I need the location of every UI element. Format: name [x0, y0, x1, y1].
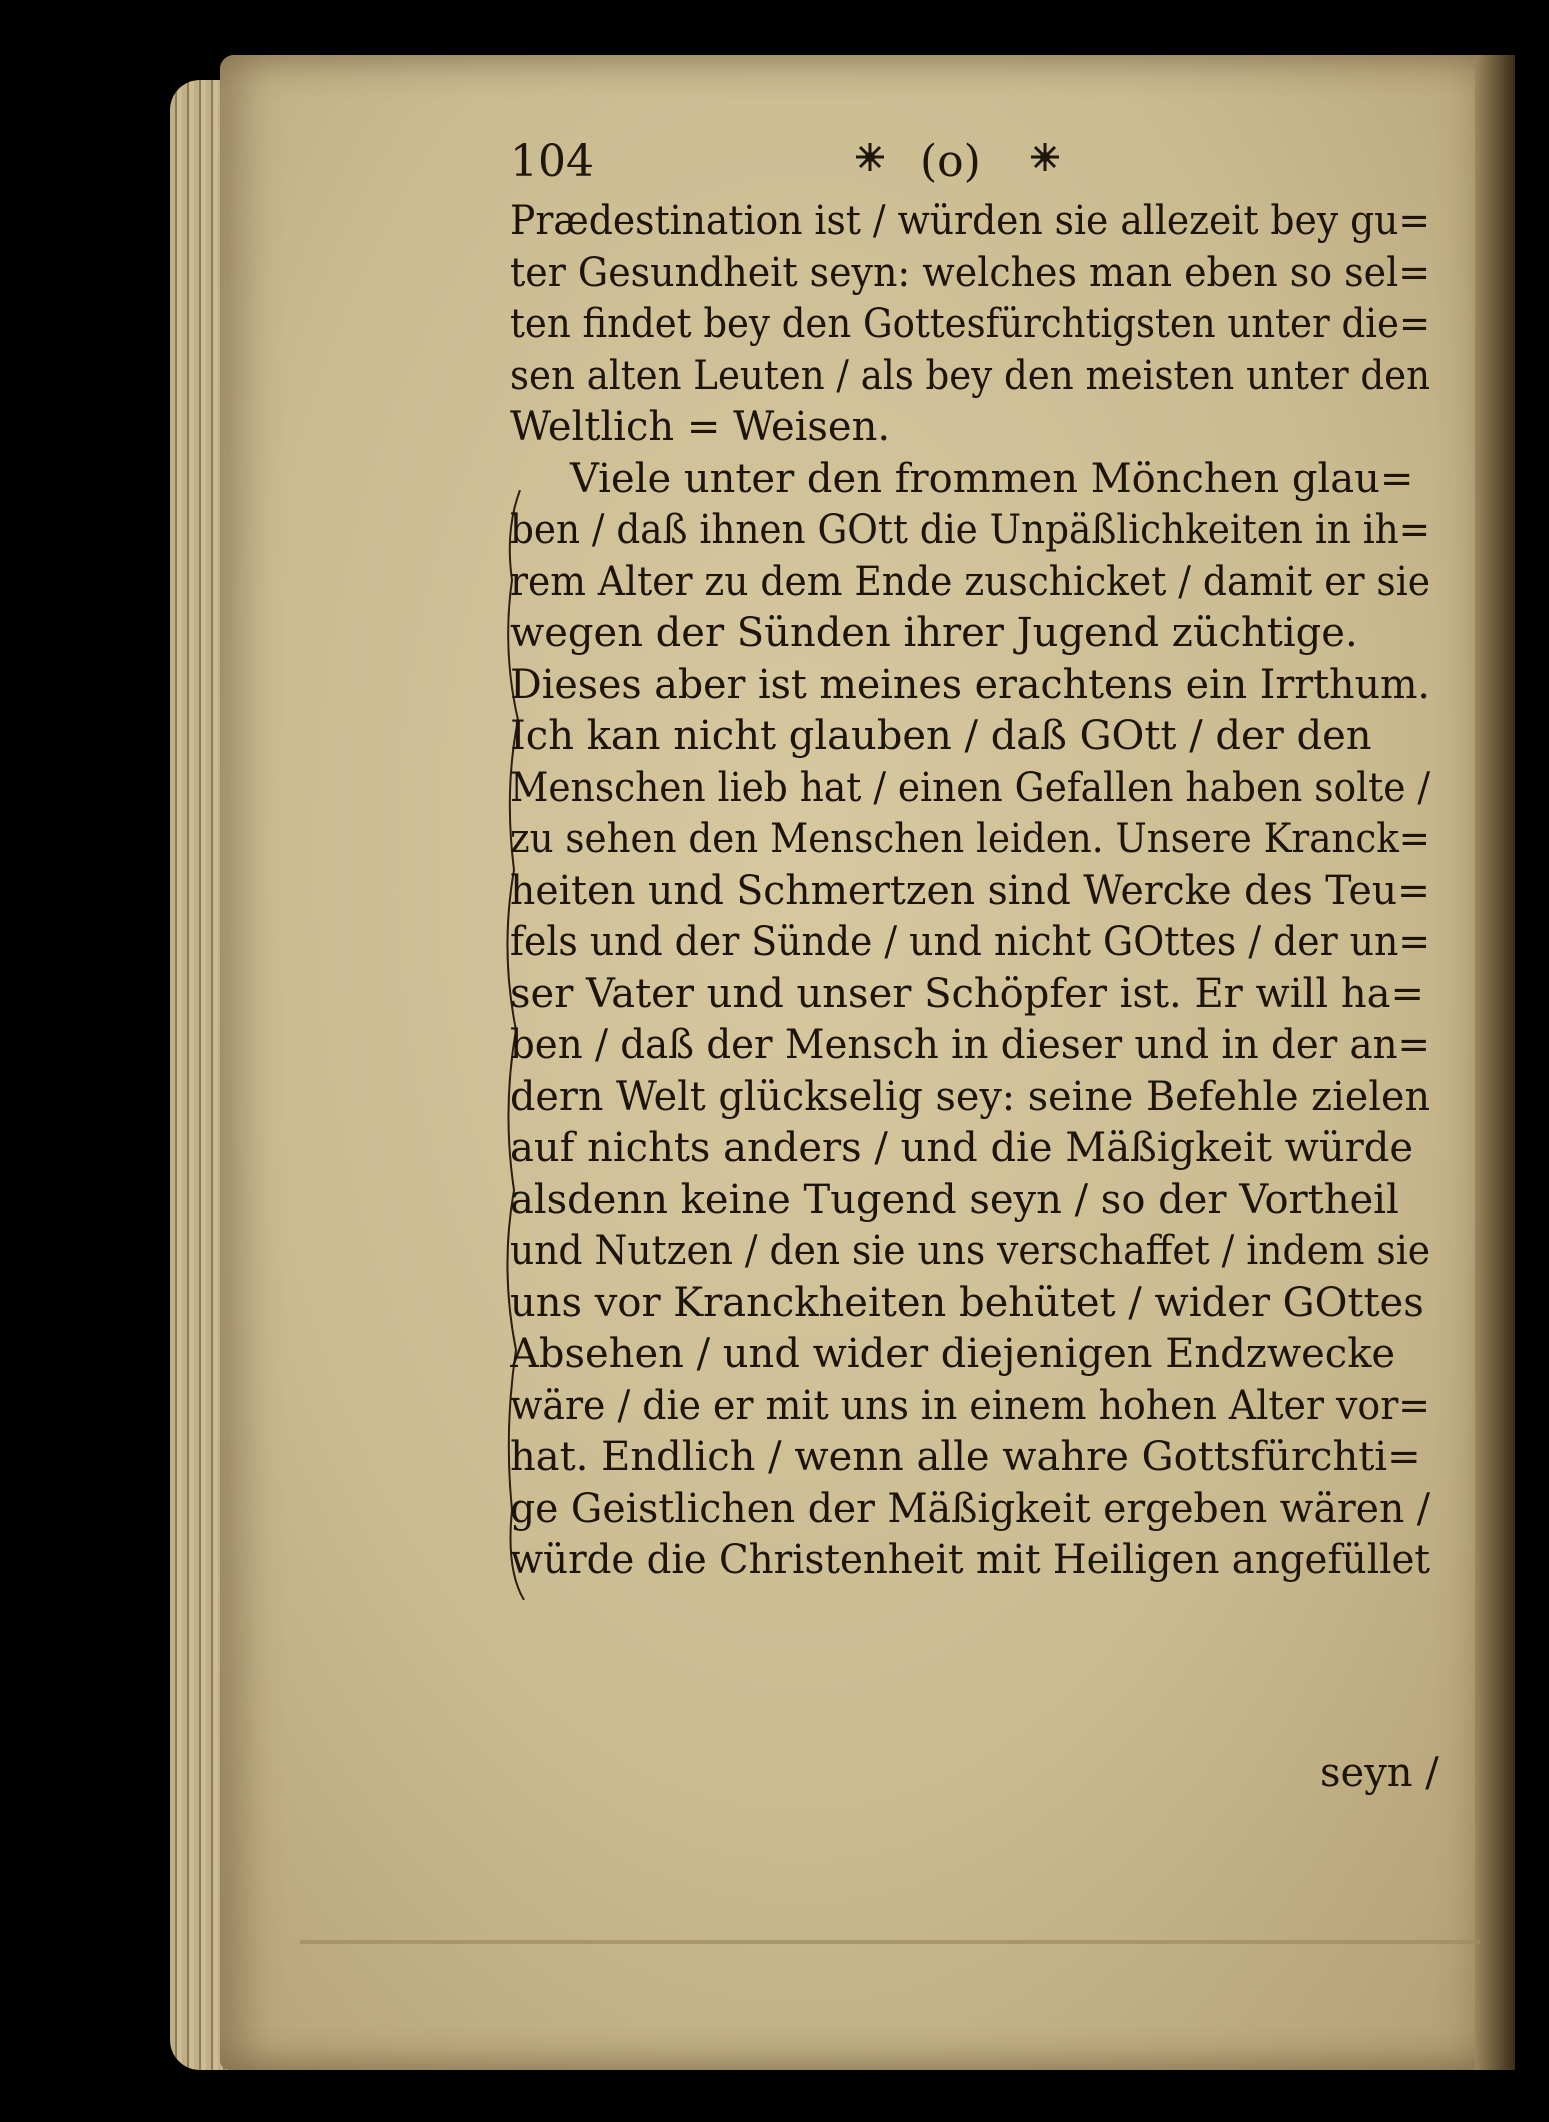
body-text — [510, 196, 1430, 1587]
flower-ornament-icon — [855, 142, 885, 172]
text-line: dern Welt glückselig sey: seine Befehle zielen — [510, 1073, 1430, 1120]
text-line: ge Geistlichen der Mäßigkeit ergeben wären / — [510, 1485, 1430, 1532]
text-line: würde die Christenheit mit Heiligen angefüllet — [510, 1537, 1430, 1583]
text-line: Menschen lieb hat / einen Gefallen haben solte / — [510, 764, 1430, 811]
text-line: alsdenn keine Tugend seyn / so der Vortheil — [510, 1176, 1399, 1223]
text-line: wäre / die er mit uns in einem hohen Alter vor= — [510, 1382, 1430, 1429]
catchword: seyn / — [1320, 1750, 1439, 1796]
text-line: Viele unter den frommen Mönchen glau= — [570, 455, 1414, 502]
text-line: fels und der Sünde / und nicht GOttes / der un= — [510, 919, 1430, 965]
text-line: ter Gesundheit seyn: welches man eben so sel= — [510, 249, 1430, 296]
header-center-mark: (o) — [920, 136, 981, 187]
text-line: auf nichts anders / und die Mäßigkeit würde — [510, 1125, 1414, 1171]
text-line: Absehen / und wider diejenigen Endzwecke — [510, 1331, 1396, 1377]
text-line: ten findet bey den Gottesfürchtigsten unter die= — [510, 301, 1430, 347]
text-line: ben / daß der Mensch in dieser und in der an= — [510, 1022, 1430, 1068]
text-line: sen alten Leuten / als bey den meisten unter den — [510, 352, 1430, 399]
text-line: hat. Endlich / wenn alle wahre Gottsfürchti= — [510, 1434, 1421, 1480]
text-line: und Nutzen / den sie uns verschaffet / indem sie — [510, 1228, 1430, 1274]
text-line: Prædestination ist / würden sie allezeit bey gu= — [510, 198, 1430, 244]
page-bottom-edge — [300, 1940, 1480, 1944]
text-line: wegen der Sünden ihrer Jugend züchtige. — [510, 610, 1358, 656]
book-gutter — [1475, 55, 1515, 2070]
text-line: Dieses aber ist meines erachtens ein Irrthum. — [510, 661, 1430, 708]
text-line: zu sehen den Menschen leiden. Unsere Kranck= — [510, 816, 1430, 862]
text-line: heiten und Schmertzen sind Wercke des Teu= — [510, 867, 1430, 914]
text-line: ben / daß ihnen GOtt die Unpäßlichkeiten in ih= — [510, 507, 1430, 553]
text-line: Ich kan nicht glauben / daß GOtt / der den — [510, 713, 1372, 759]
text-line: ser Vater und unser Schöpfer ist. Er will ha= — [510, 970, 1424, 1017]
page-number: 104 — [510, 136, 594, 187]
running-header — [510, 136, 1110, 196]
text-line: rem Alter zu dem Ende zuschicket / damit er sie — [510, 558, 1430, 605]
flower-ornament-icon — [1030, 142, 1060, 172]
text-line: uns vor Kranckheiten behütet / wider GOttes — [510, 1279, 1424, 1326]
text-line: Weltlich = Weisen. — [510, 404, 891, 450]
